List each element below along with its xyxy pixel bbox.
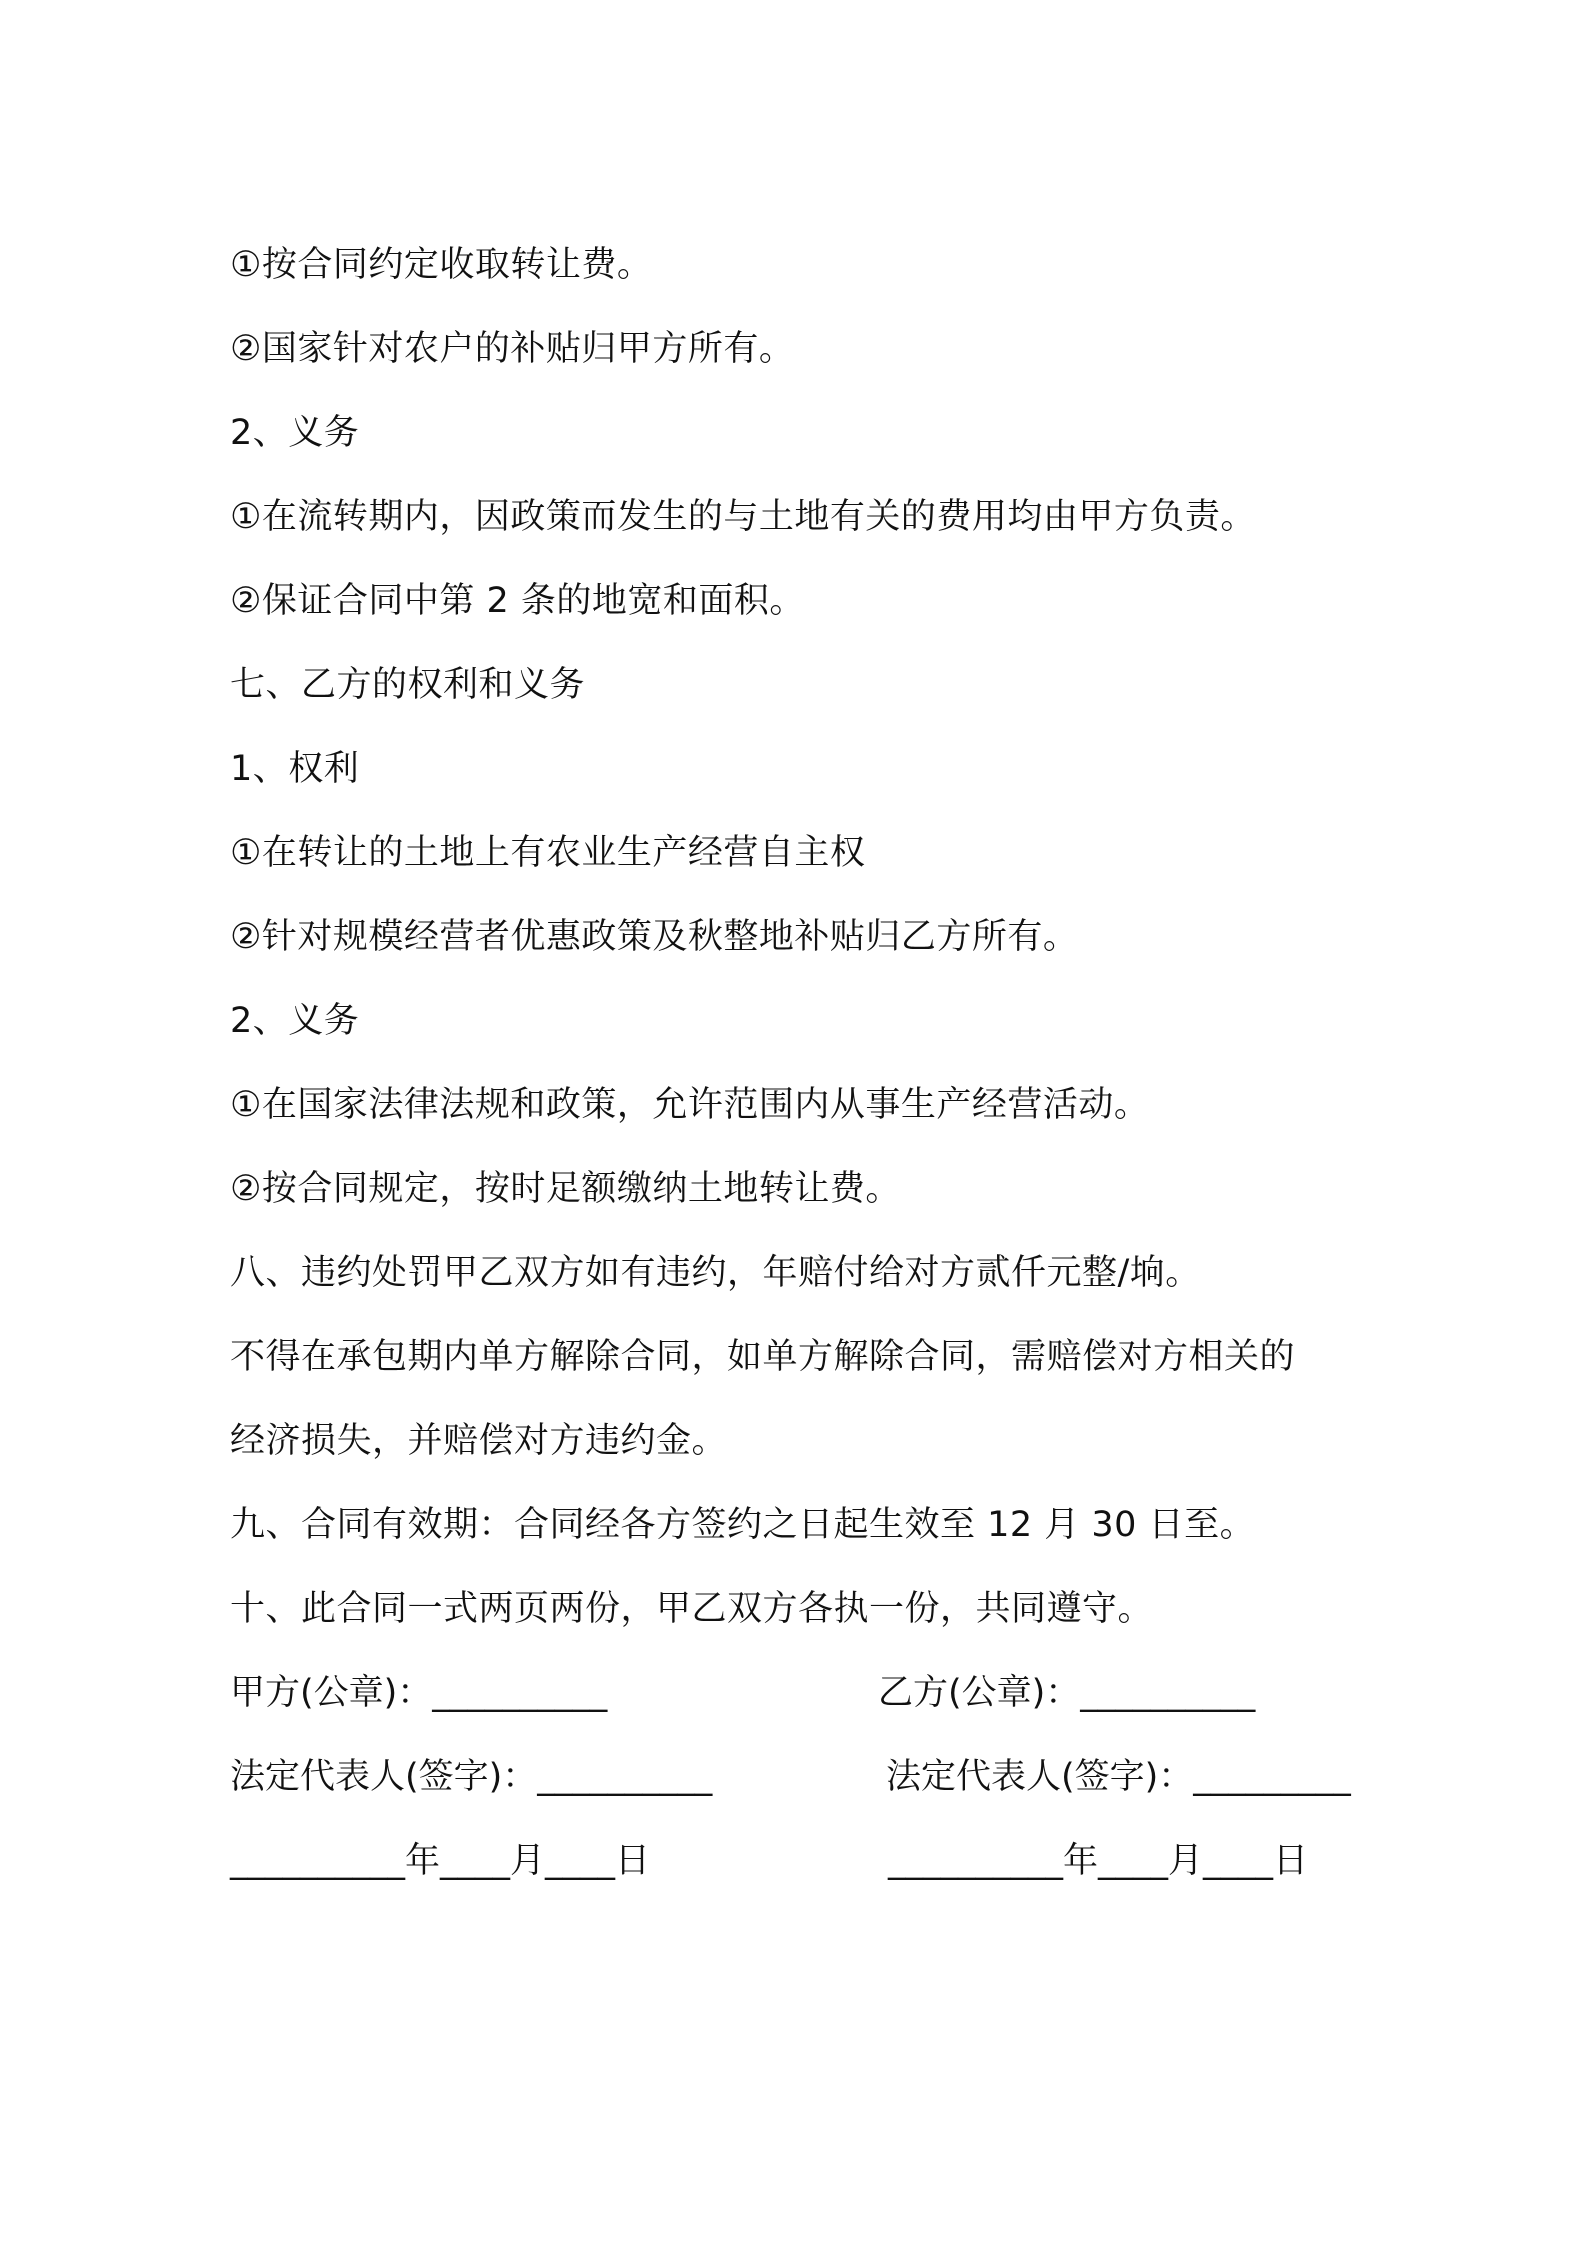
- section-8-continued-2: 经济损失，并赔偿对方违约金。: [230, 1421, 728, 1461]
- clause-b-right-2: ②针对规模经营者优惠政策及秋整地补贴归乙方所有。: [230, 917, 1079, 957]
- clause-b-right-1: ①在转让的土地上有农业生产经营自主权: [230, 833, 866, 873]
- clause-b-duty-2: ②按合同规定，按时足额缴纳土地转让费。: [230, 1169, 901, 1209]
- section-10-copies: 十、此合同一式两页两份，甲乙双方各执一份，共同遵守。: [230, 1589, 1154, 1629]
- clause-b-duty-heading: 2、义务: [230, 1001, 360, 1041]
- section-8-continued-1: 不得在承包期内单方解除合同，如单方解除合同，需赔偿对方相关的: [230, 1337, 1296, 1377]
- clause-b-duty-1: ①在国家法律法规和政策，允许范围内从事生产经营活动。: [230, 1085, 1150, 1125]
- party-b-date-field: __________年____月____日: [888, 1841, 1309, 1881]
- signature-row-date: [230, 1839, 1380, 1883]
- party-a-representative-field: 法定代表人(签字)：__________: [230, 1757, 713, 1797]
- party-a-seal-field: 甲方(公章)：__________: [230, 1673, 608, 1713]
- clause-b-right-heading: 1、权利: [230, 749, 360, 789]
- clause-a-right-1: ①按合同约定收取转让费。: [230, 245, 653, 285]
- section-7-heading: 七、乙方的权利和义务: [230, 665, 586, 705]
- clause-a-duty-1: ①在流转期内，因政策而发生的与土地有关的费用均由甲方负责。: [230, 497, 1256, 537]
- clause-a-right-2: ②国家针对农户的补贴归甲方所有。: [230, 329, 795, 369]
- clause-a-duty-heading: 2、义务: [230, 413, 360, 453]
- section-8-penalty: 八、违约处罚甲乙双方如有违约，年赔付给对方贰仟元整/垧。: [230, 1253, 1201, 1293]
- section-9-validity: 九、合同有效期：合同经各方签约之日起生效至 12 月 30 日至。: [230, 1505, 1256, 1545]
- party-a-date-field: __________年____月____日: [230, 1841, 651, 1881]
- party-b-representative-field: 法定代表人(签字)：_________: [886, 1757, 1351, 1797]
- clause-a-duty-2: ②保证合同中第 2 条的地宽和面积。: [230, 581, 805, 621]
- party-b-seal-field: 乙方(公章)：__________: [878, 1673, 1256, 1713]
- signature-row-seal: [230, 1671, 1380, 1715]
- signature-row-representative: [230, 1755, 1380, 1799]
